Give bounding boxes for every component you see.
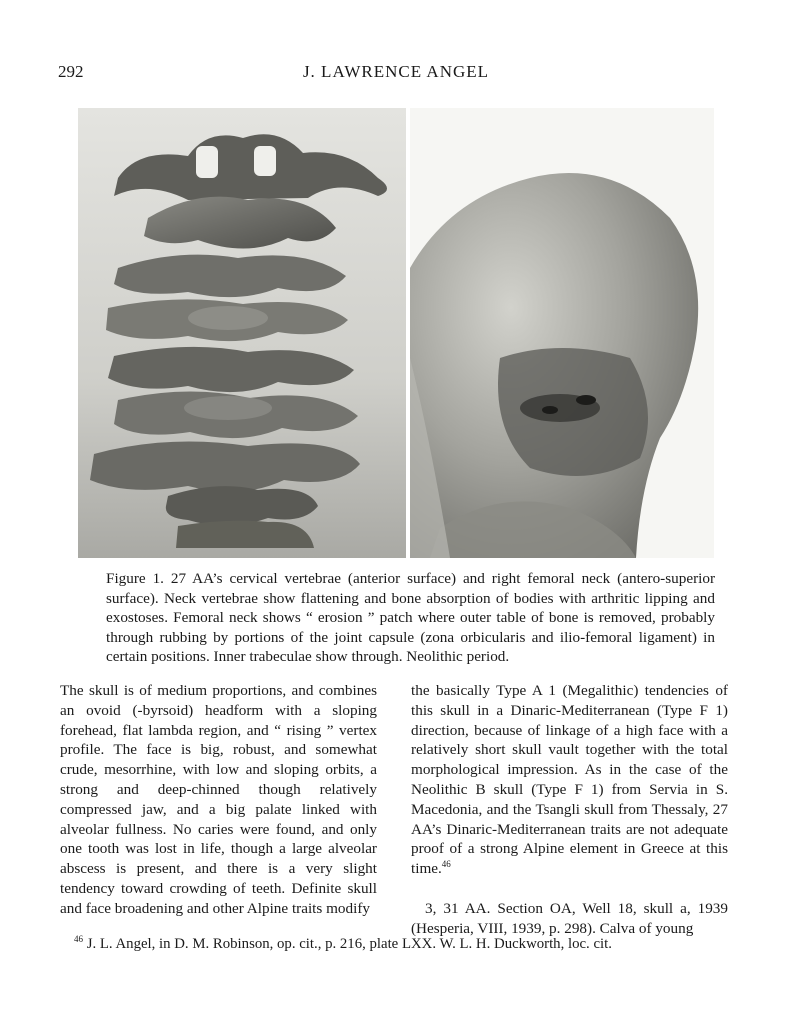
footnote-reference: 46: [441, 859, 451, 870]
page-header: [0, 62, 792, 86]
page-number: 292: [58, 62, 84, 81]
footnote: [74, 935, 754, 953]
paragraph-dinaric-traits: [411, 681, 728, 879]
vertebrae-illustration: [78, 108, 406, 558]
figure-caption: [106, 569, 715, 667]
paragraph-skull-description: The skull is of medium proportions, and combines an ovoid (-byrsoid) headform with a sloping forehead, flat lambda region, and “ rising ” vertex profile. The face is big, robust, and somewhat crude, mesorrhine, with low and sloping orbits, a strong and deep-chinned though relatively compressed jaw, and a big palate linked with alveolar fullness. No caries were found, and only one tooth was lost in life, though a large alveolar abscess is present, and there is a very slight tendency toward crowding of teeth. Definite skull and face broadening and other Alpine traits modify: [60, 682, 377, 917]
vertebrae-photo: [78, 108, 406, 558]
femoral-neck-photo: [410, 108, 714, 558]
footnote-text: J. L. Angel, in D. M. Robinson, op. cit., p. 216, plate LXX. W. L. H. Duckworth, loc. cit.: [86, 936, 612, 952]
body-column-right: [411, 681, 728, 939]
femoral-neck-illustration: [410, 108, 714, 558]
footnote-marker: 46: [74, 934, 83, 945]
running-title: J. LAWRENCE ANGEL: [302, 62, 490, 81]
body-column-left: [60, 681, 377, 919]
paragraph-dinaric-traits-text: the basically Type A 1 (Megalithic) tendencies of this skull in a Dinaric-Mediterranean (Type F 1) direction, because of linkage of a high face with a relatively short skull vault together with the total morphological impression. As in the case of the Neolithic B skull (Type F 1) from Servia in S. Macedonia, and the Tsangli skull from Thessaly, 27 AA’s Dinaric-Mediterranean traits are not adequate proof of a strong Alpine element in Greece at this time.: [411, 682, 728, 878]
paragraph-31-aa: 3, 31 AA. Section OA, Well 18, skull a, 1939 (Hesperia, VIII, 1939, p. 298). Calva of young: [411, 899, 728, 937]
figure-caption-text: Figure 1. 27 AA’s cervical vertebrae (anterior surface) and right femoral neck (antero-superior surface). Neck vertebrae show flattening and bone absorption of bodies with arthritic lipping and exostoses. Femoral neck shows “ erosion ” patch where outer table of bone is removed, probably through rubbing by portions of the joint capsule (zona orbicularis and ilio-femoral ligament) in certain positions. Inner trabeculae show through. Neolithic period.: [106, 570, 715, 666]
